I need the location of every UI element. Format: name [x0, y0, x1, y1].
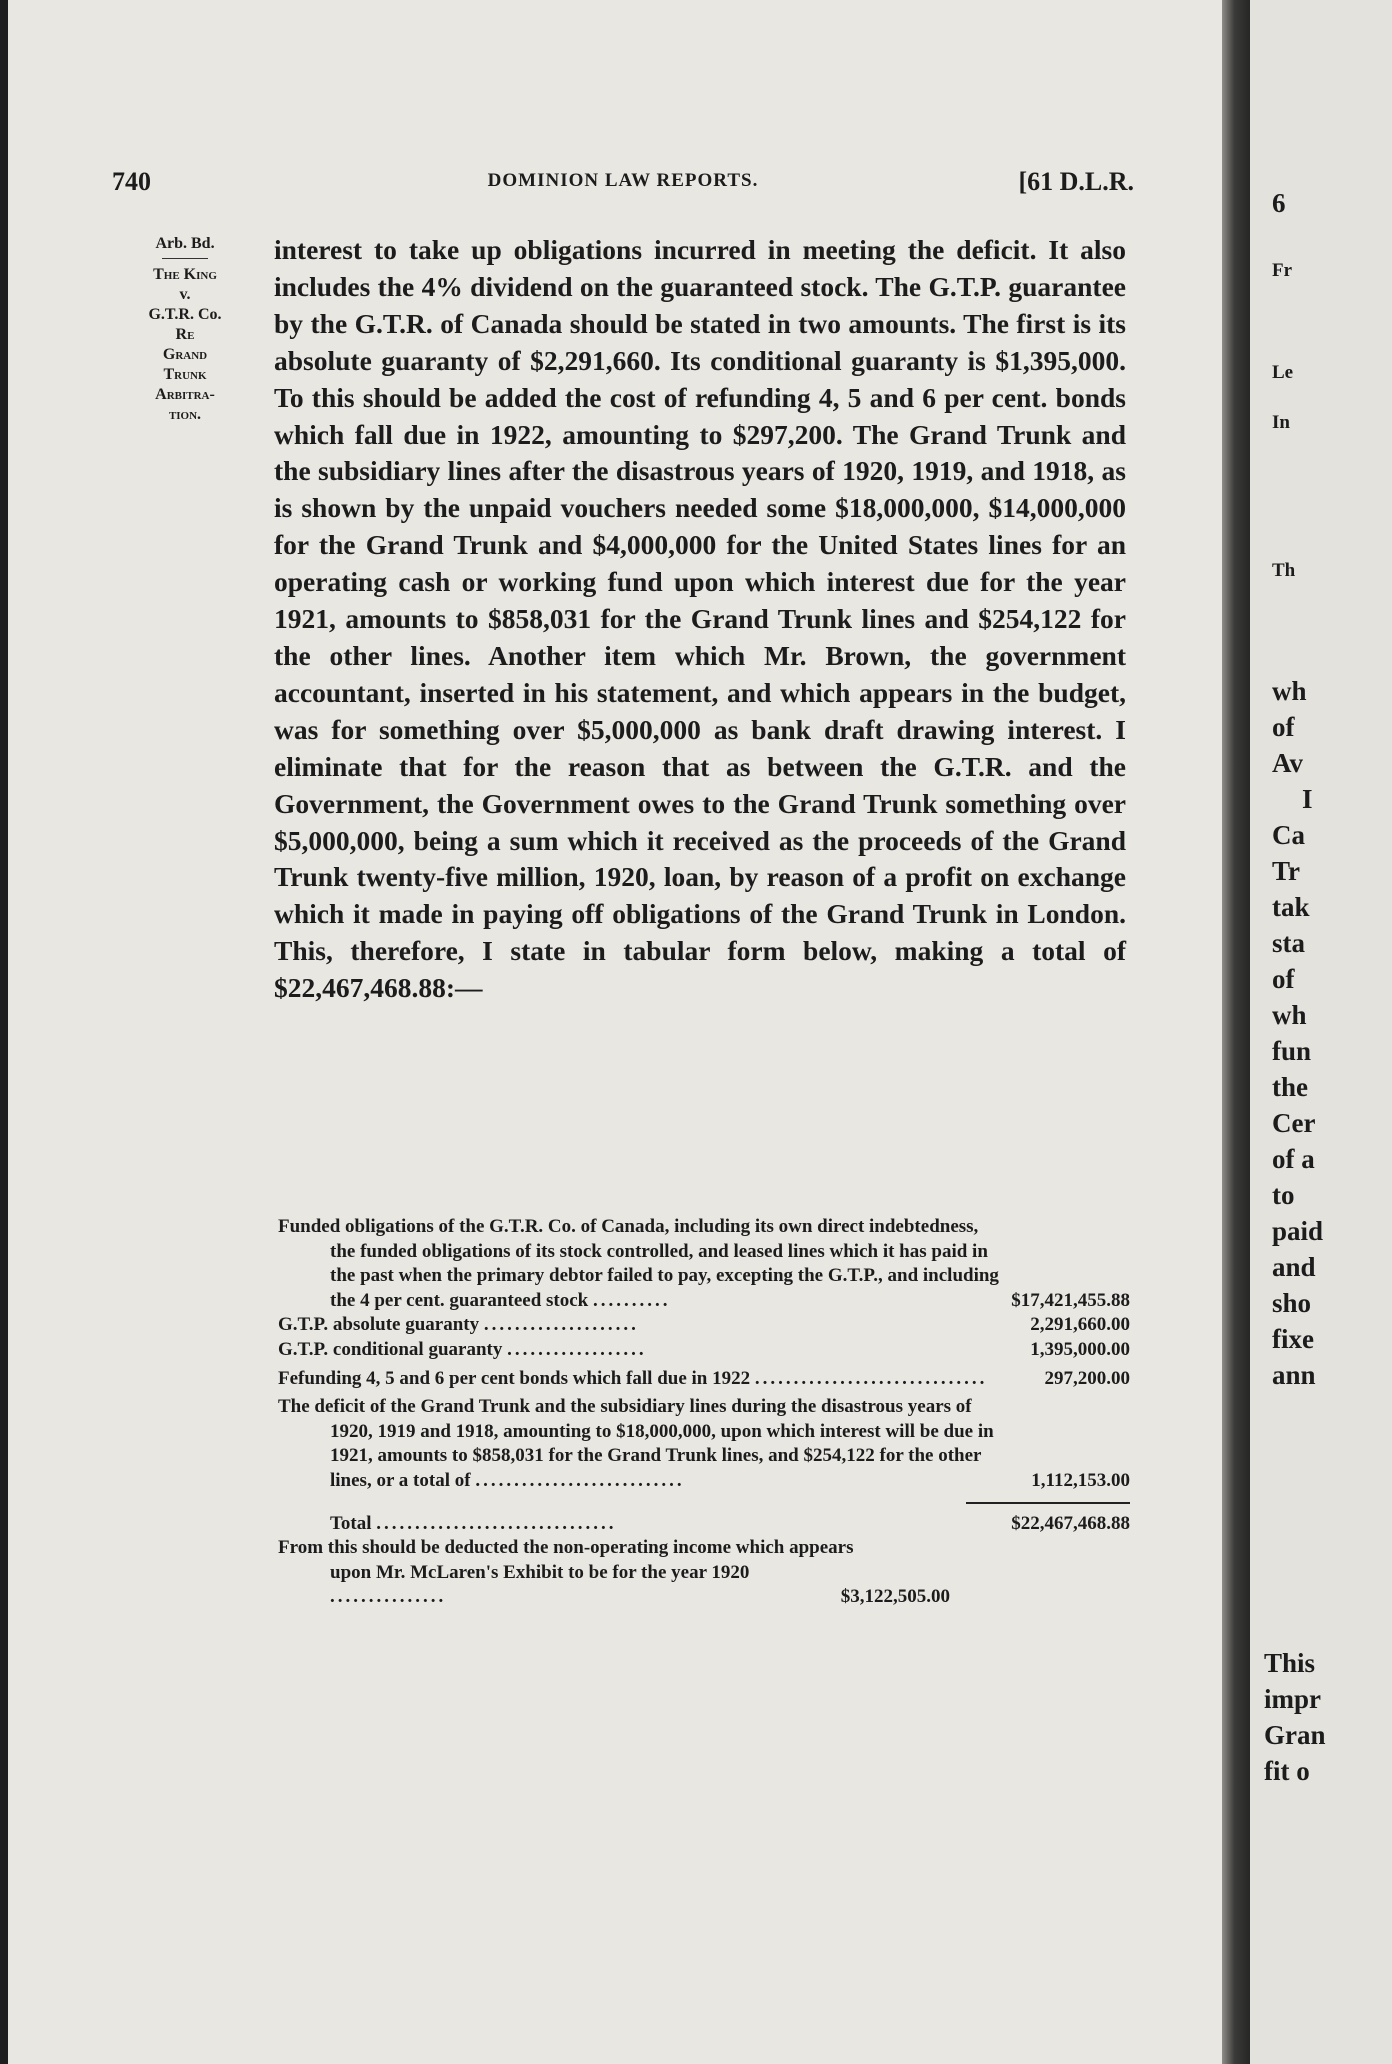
body-paragraph: interest to take up obligations incurred in meeting the deficit. It also includes the 4% dividend on the guaranteed stock. The G.T.P. guarantee by the G.T.R. of Canada should be stated in two amounts. The first is its absolute guaranty of $2,291,660. Its conditional guaranty is $1,395,000. To this should be added the cost of refunding 4, 5 and 6 per cent. bonds which fall due in 1922, amounting to $297,200. The Grand Trunk and the subsidiary lines after the disastrous years of 1920, 1919, and 1918, as is shown by the unpaid vouchers needed some $18,000,000, $14,000,000 for the Grand Trunk and $4,000,000 for the United States lines for an operating cash or working fund upon which interest due for the year 1921, amounts to $858,031 for the Grand Trunk lines and $254,122 for the other lines. Another item which Mr. Brown, the government accountant, inserted in his statement, and which appears in the budget, was for something over $5,000,000 as bank draft drawing interest. I eliminate that for the reason that as between the G.T.R. and the Government, the Government owes to the Grand Trunk something over $5,000,000, being a sum which it received as the proceeds of the Grand Trunk twenty-five million, 1920, loan, by reason of a profit on exchange which it made in paying off obligations of the Grand Trunk in London. This, therefore, I state in tabular form below, making a total of $22,467,468.88:—: [274, 234, 1126, 1004]
obligations-table: [278, 1215, 1130, 1610]
adjacent-page-fragment: fun: [1272, 1036, 1312, 1066]
sidenote-court: Arb. Bd.: [155, 235, 215, 252]
row-description: Fefunding 4, 5 and 6 per cent bonds which fall due in 1922: [278, 1367, 751, 1389]
row-amount: 1,395,000.00: [1030, 1338, 1130, 1360]
adjacent-page-fragment: fixe: [1272, 1324, 1314, 1354]
adjacent-page-fragment: ann: [1272, 1360, 1316, 1390]
sidenote-line: Trunk: [163, 366, 207, 383]
adjacent-page-fragment: wh: [1272, 676, 1307, 706]
page-header: [112, 167, 1134, 201]
table-deduction-row: From this should be deducted the non-operating income which appears upon Mr. McLaren's Exhibit to be for the year 1920 ............... $3,122,505.00: [278, 1536, 1130, 1610]
adjacent-page-fragment: Av: [1272, 748, 1303, 778]
adjacent-page-fragment: and: [1272, 1252, 1316, 1282]
adjacent-page-fragment: sta: [1272, 928, 1305, 958]
book-gutter: [1222, 0, 1250, 2064]
body-text: [274, 232, 1126, 1007]
adjacent-page: [1250, 0, 1392, 2064]
adjacent-page-fragment: In: [1272, 412, 1290, 433]
adjacent-page-fragment: Fr: [1272, 260, 1293, 281]
adjacent-page-fragment: to: [1272, 1180, 1295, 1210]
adjacent-page-fragment: This: [1264, 1648, 1316, 1678]
adjacent-page-fragment: of: [1272, 964, 1295, 994]
adjacent-page-fragment: Th: [1272, 560, 1296, 581]
adjacent-page-fragment: I: [1302, 784, 1313, 814]
adjacent-page-fragment: wh: [1272, 1000, 1307, 1030]
sidenote-line: Grand: [162, 346, 208, 363]
page-number: 740: [112, 167, 151, 196]
adjacent-page-fragment: Ca: [1272, 820, 1305, 850]
total-label: Total: [330, 1512, 372, 1534]
running-head: DOMINION LAW REPORTS.: [487, 170, 759, 191]
adjacent-page-fragment: impr: [1264, 1684, 1321, 1714]
adjacent-page-fragment: Gran: [1264, 1720, 1326, 1750]
row-amount: 1,112,153.00: [1031, 1469, 1130, 1491]
report-reference: [61 D.L.R.: [1018, 167, 1134, 196]
total-amount: $22,467,468.88: [1011, 1512, 1130, 1534]
adjacent-page-fragment: the: [1272, 1072, 1308, 1102]
row-description: Funded obligations of the G.T.R. Co. of Canada, including its own direct indebtedness, the funded obligations of its stock controlled, and leased lines which it has paid in the past when the primary debtor failed to pay, excepting the G.T.P., and including the 4 per cent. guaranteed stock: [278, 1216, 999, 1311]
adjacent-page-fragment: fit o: [1264, 1756, 1310, 1786]
sidenote-line: Arbitra-: [155, 386, 215, 403]
table-total-row: Total ............................... $22,467,468.88: [278, 1512, 1130, 1537]
left-page: [8, 0, 1230, 2064]
adjacent-page-fragment: tak: [1272, 892, 1310, 922]
adjacent-page-fragment: sho: [1272, 1288, 1312, 1318]
table-row: G.T.P. absolute guaranty .................... 2,291,660.00: [278, 1313, 1130, 1338]
sidenote-line: Re: [175, 326, 195, 343]
table-row: Funded obligations of the G.T.R. Co. of Canada, including its own direct indebtedness, the funded obligations of its stock controlled, and leased lines which it has paid in the past when the primary debtor failed to pay, excepting the G.T.P., and including the 4 per cent. guaranteed stock .......... $17,421,455.88: [278, 1215, 1130, 1313]
deduction-amount: $3,122,505.00: [840, 1586, 950, 1608]
adjacent-page-fragment: of: [1272, 712, 1295, 742]
deduction-description: From this should be deducted the non-operating income which appears upon Mr. McLaren's Exhibit to be for the year 1920: [278, 1537, 854, 1583]
sidenote-line: G.T.R. Co.: [148, 306, 222, 323]
adjacent-page-fragment: paid: [1272, 1216, 1324, 1246]
row-amount: 297,200.00: [1044, 1367, 1130, 1389]
row-amount: 2,291,660.00: [1030, 1314, 1130, 1336]
sidenote-rule: [162, 258, 208, 259]
adjacent-page-fragment: Tr: [1272, 856, 1300, 886]
adjacent-page-fragment: Le: [1272, 362, 1294, 383]
table-row: Fefunding 4, 5 and 6 per cent bonds which fall due in 1922 .............................. 297,200.00: [278, 1367, 1130, 1392]
row-amount: $17,421,455.88: [1011, 1289, 1130, 1311]
table-row: G.T.P. conditional guaranty .................. 1,395,000.00: [278, 1338, 1130, 1363]
sidenote-line: The King: [153, 266, 217, 283]
case-sidenote: [118, 234, 252, 425]
total-rule: [966, 1502, 1130, 1504]
table-row: The deficit of the Grand Trunk and the subsidiary lines during the disastrous years of 1920, 1919 and 1918, amounting to $18,000,000, upon which interest will be due in 1921, amounts to $858,031 for the Grand Trunk lines, and $254,122 for the other lines, or a total of ........................... 1,112,153.00: [278, 1395, 1130, 1493]
adjacent-page-fragment: 6: [1272, 188, 1286, 218]
row-description: G.T.P. absolute guaranty: [278, 1314, 480, 1336]
sidenote-line: tion.: [168, 406, 202, 423]
row-description: The deficit of the Grand Trunk and the subsidiary lines during the disastrous years of 1920, 1919 and 1918, amounting to $18,000,000, upon which interest will be due in 1921, amounts to $858,031 for the Grand Trunk lines, and $254,122 for the other lines, or a total of: [278, 1396, 994, 1491]
row-description: G.T.P. conditional guaranty: [278, 1338, 503, 1360]
adjacent-page-fragment: Cer: [1272, 1108, 1316, 1138]
sidenote-line: v.: [179, 286, 191, 303]
adjacent-page-fragment: of a: [1272, 1144, 1315, 1174]
